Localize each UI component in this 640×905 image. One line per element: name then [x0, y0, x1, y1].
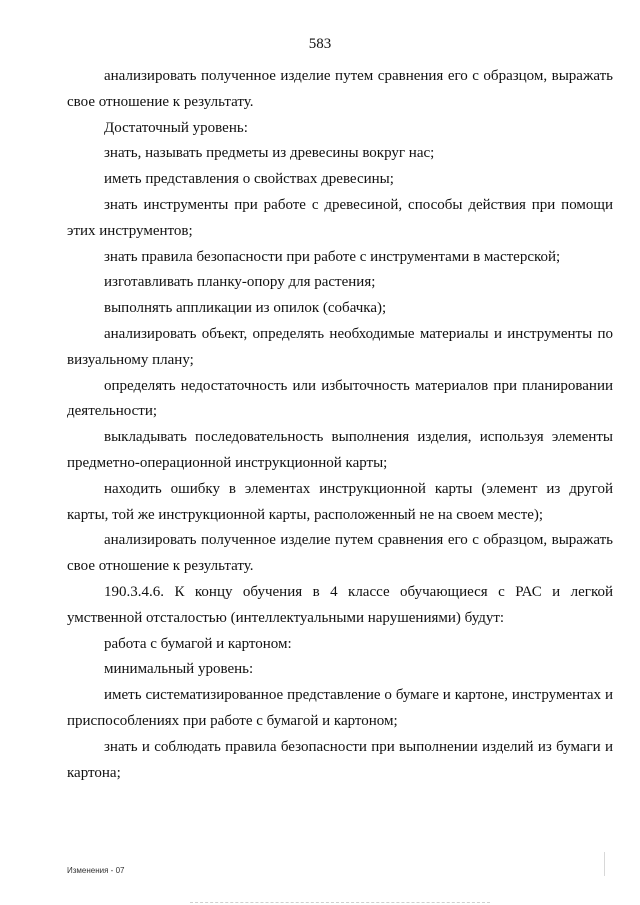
scan-artifact-tick	[604, 852, 605, 876]
footer-revision-note: Изменения - 07	[67, 866, 125, 875]
paragraph: знать, называть предметы из древесины вокруг нас;	[104, 145, 435, 162]
paragraph: работа с бумагой и картоном:	[104, 635, 292, 652]
body-text	[67, 64, 613, 786]
paragraph: знать правила безопасности при работе с инструментами в мастерской;	[104, 248, 561, 265]
paragraph: иметь систематизированное представление о бумаге и картоне, инструментах и приспособлениях при работе с бумагой и картоном;	[67, 687, 613, 729]
paragraph: определять недостаточность или избыточность материалов при планировании деятельности;	[67, 377, 613, 420]
paragraph: знать инструменты при работе с древесиной, способы действия при помощи этих инструментов;	[67, 196, 613, 239]
paragraph: находить ошибку в элементах инструкционной карты (элемент из другой карты, той же инструкционной карты, расположенный не на своем месте);	[67, 480, 613, 523]
paragraph: минимальный уровень:	[104, 661, 254, 678]
paragraph: Достаточный уровень:	[104, 119, 248, 136]
paragraph: изготавливать планку-опору для растения;	[104, 274, 376, 291]
paragraph: анализировать полученное изделие путем сравнения его с образцом, выражать свое отношение к результату.	[67, 532, 613, 575]
paragraph: анализировать объект, определять необходимые материалы и инструменты по визуальному плану;	[67, 325, 613, 368]
paragraph: 190.3.4.6. К концу обучения в 4 классе обучающиеся с РАС и легкой умственной отсталостью (интеллектуальными нарушениями) будут:	[67, 583, 613, 626]
page-number: 583	[308, 36, 332, 52]
paragraph: выполнять аппликации из опилок (собачка);	[104, 300, 387, 317]
paragraph: знать и соблюдать правила безопасности при выполнении изделий из бумаги и картона;	[67, 738, 613, 781]
paragraph: выкладывать последовательность выполнения изделия, используя элементы предметно-операционной инструкционной карты;	[67, 429, 613, 471]
paragraph: анализировать полученное изделие путем сравнения его с образцом, выражать свое отношение к результату.	[67, 68, 613, 110]
scan-artifact-edge	[190, 902, 490, 903]
paragraph: иметь представления о свойствах древесины;	[104, 171, 394, 188]
